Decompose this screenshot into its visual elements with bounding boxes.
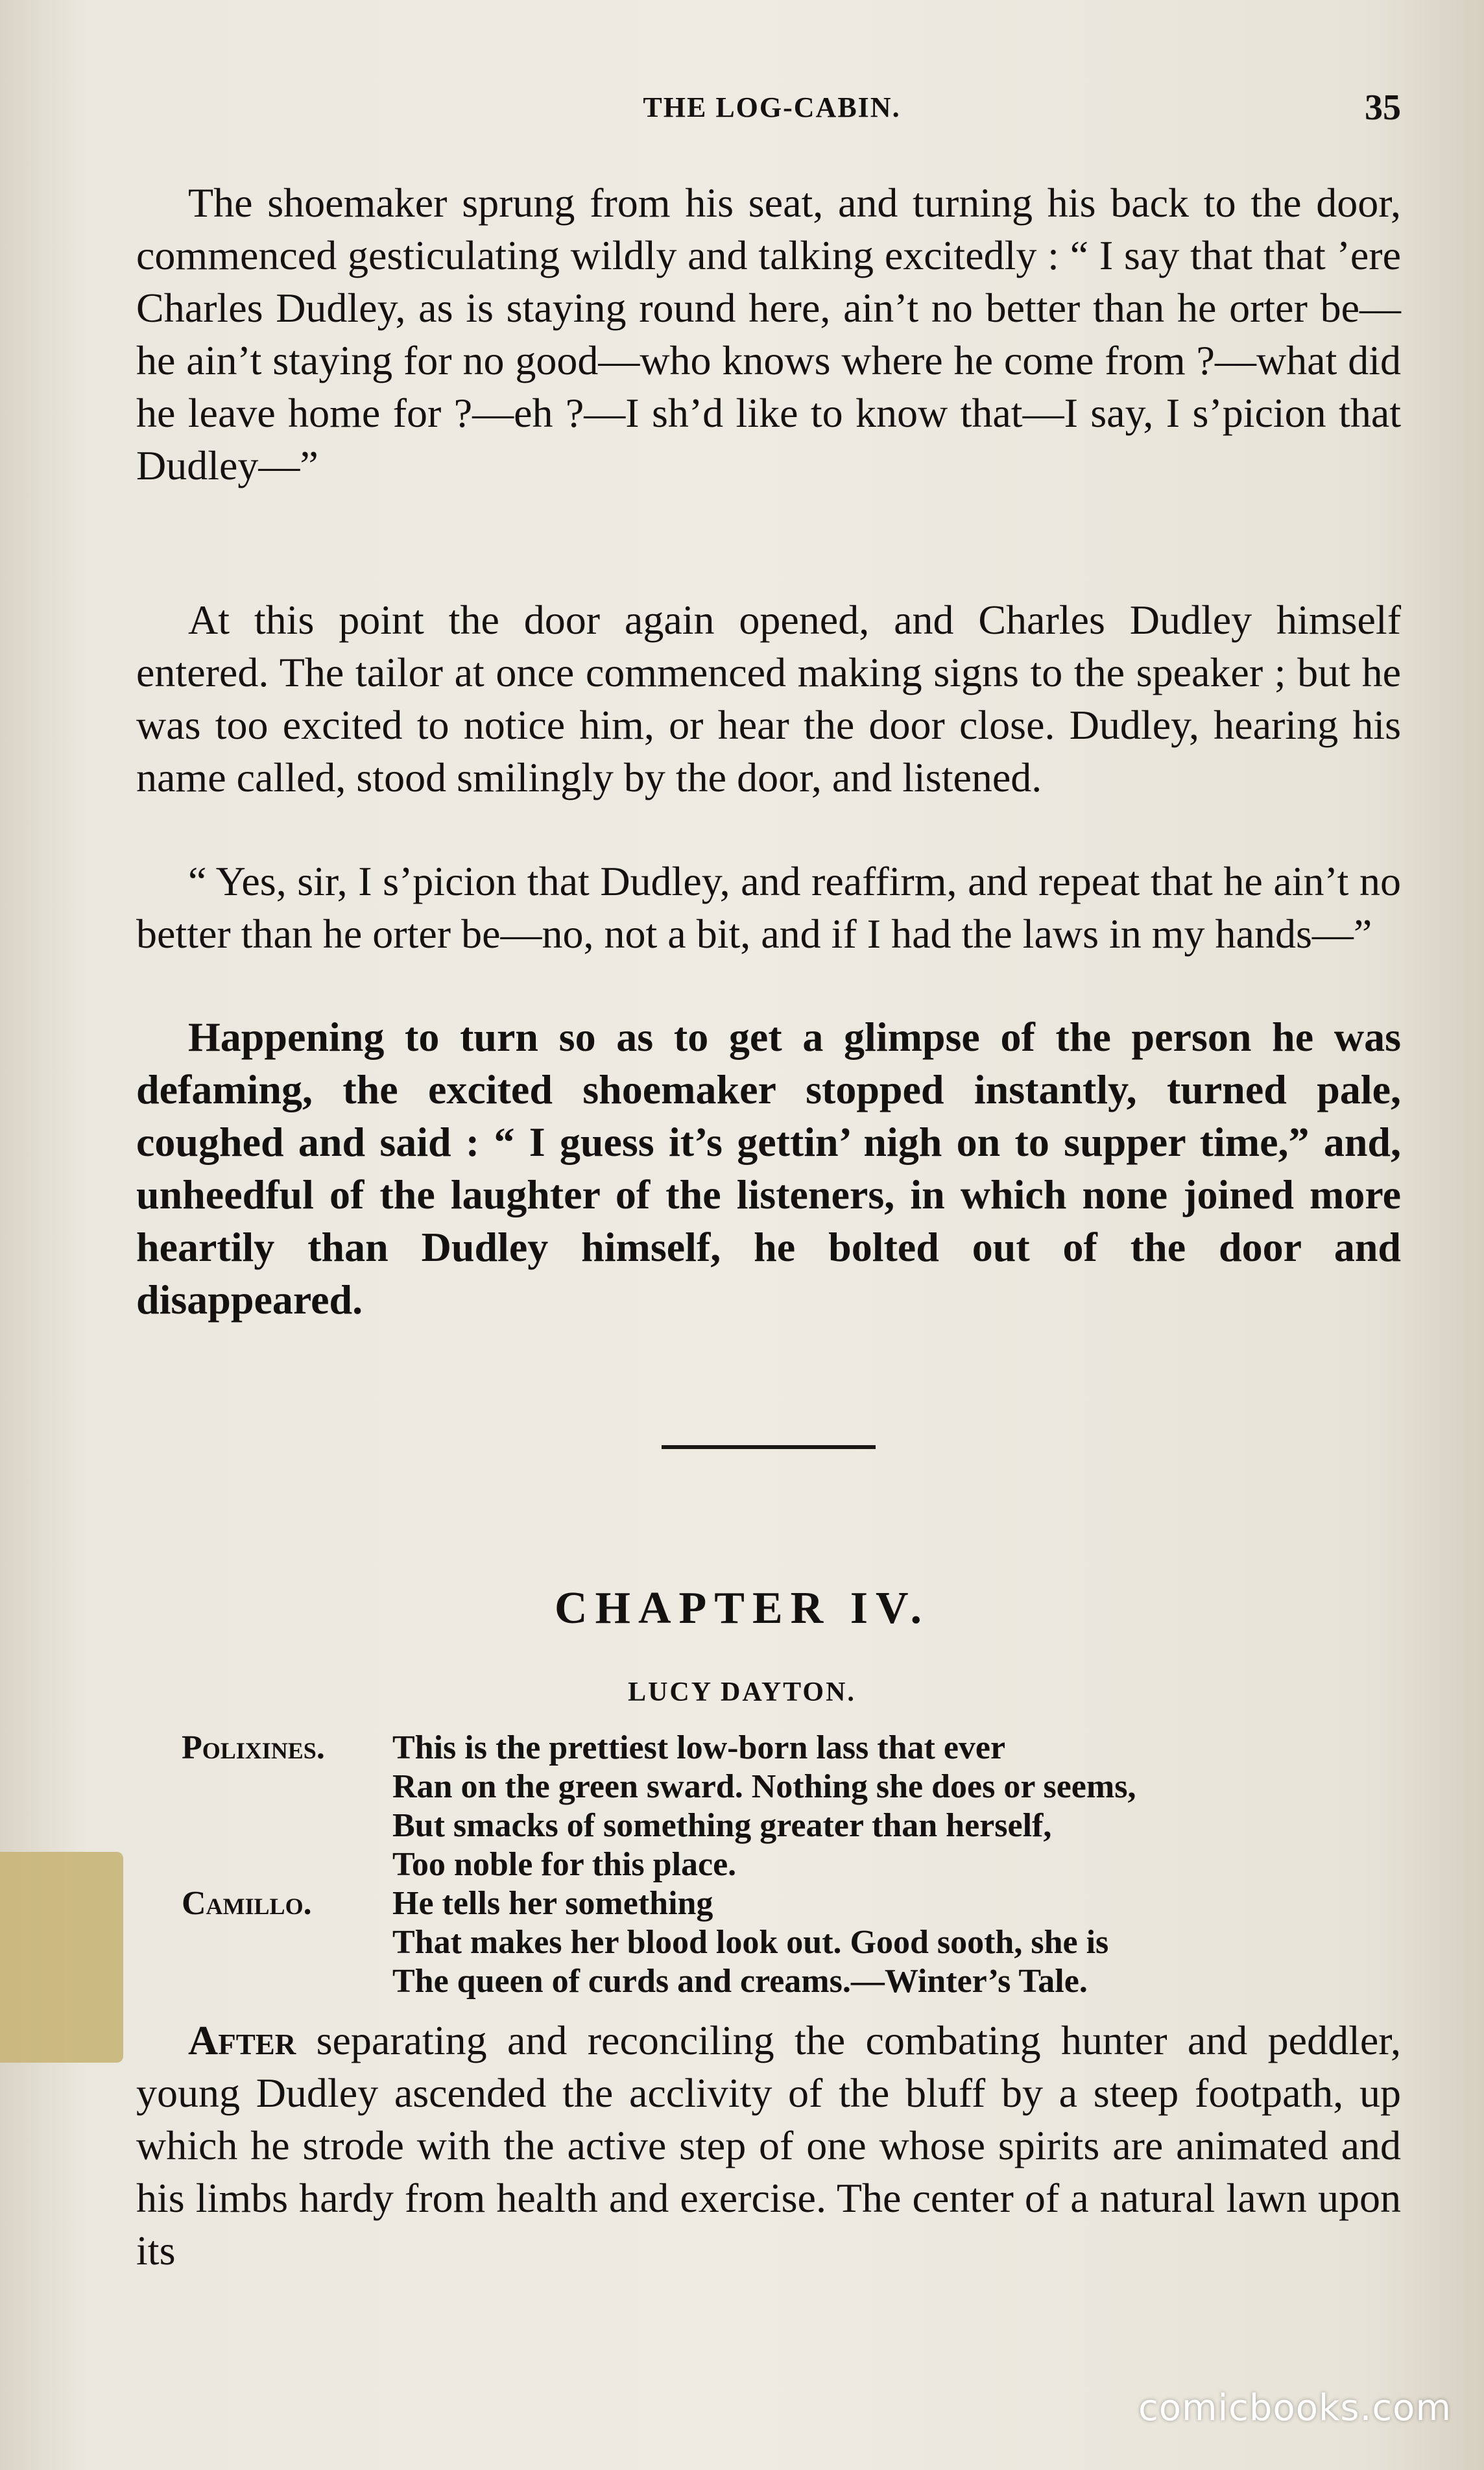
epigraph-line [136,1806,1401,1845]
epigraph-line [136,1923,1401,1962]
verse-line: But smacks of something greater than herself, [392,1807,1052,1844]
epigraph-line [136,1729,1401,1768]
epigraph-line [136,1962,1401,2001]
page-number: 35 [1365,88,1401,128]
paragraph-4: Happening to turn so as to get a glimpse of the person he was defaming, the excited shoemaker stopped instantly, turned pale, coughed and said : “ I guess it’s gettin’ nigh on to supper time,” and, unheedful of the laughter of the listeners, in which none joined more heartily than Dudley himself, he bolted out of the door and disappeared. [136,1014,1401,1323]
page-header [136,88,1401,136]
epigraph-line [136,1768,1401,1806]
verse-line: This is the prettiest low-born lass that ever [392,1729,1006,1766]
tape-fragment [0,1852,123,2063]
chapter-opening-paragraph [136,2014,1401,2277]
drop-word: After [188,2017,296,2063]
speaker-camillo: Camillo. [182,1885,312,1922]
epigraph [136,1729,1401,2001]
chapter-subtitle: LUCY DAYTON. [628,1677,856,1707]
paragraph-2: At this point the door again opened, and Charles Dudley himself entered. The tailor at once commenced making signs to the speaker ; but he was too excited to notice him, or hear the door close. Dudley, hearing his name called, stood smilingly by the door, and listened. [136,597,1401,800]
paragraph-1: The shoemaker sprung from his seat, and turning his back to the door, commenced gesticulating wildly and talking excitedly : “ I say that that ’ere Charles Dudley, as is staying round here, ain’t no better than he orter be—he ain’t staying for no good—who knows where he come from ?—what did he leave home for ?—eh ?—I sh’d like to know that—I say, I s’picion that Dudley—” [136,180,1401,488]
verse-line: Too noble for this place. [392,1846,737,1883]
running-title: THE LOG-CABIN. [643,91,901,123]
epigraph-line [136,1884,1401,1923]
section-divider [662,1445,876,1449]
verse-line: Ran on the green sward. Nothing she does or seems, [392,1768,1136,1805]
chapter-title: CHAPTER IV. [554,1583,929,1633]
epigraph-line [136,1845,1401,1884]
chapter-opening-text: separating and reconciling the combating hunter and peddler, young Dudley ascended the acclivity of the bluff by a steep footpath, up which he strode with the active step of one whose spirits are animated and his limbs hardy from health and exercise. The center of a natural lawn upon its [136,2017,1401,2273]
verse-line: That makes her blood look out. Good sooth, she is [392,1924,1109,1961]
verse-line: He tells her something [392,1885,713,1922]
paragraph-3: “ Yes, sir, I s’picion that Dudley, and reaffirm, and repeat that he ain’t no better than he orter be—no, not a bit, and if I had the laws in my hands—” [136,858,1401,957]
speaker-polixines: Polixines. [182,1729,325,1766]
verse-line: The queen of curds and creams.—Winter’s Tale. [392,1963,1088,2000]
watermark: comicbooks.com [1138,2387,1452,2429]
